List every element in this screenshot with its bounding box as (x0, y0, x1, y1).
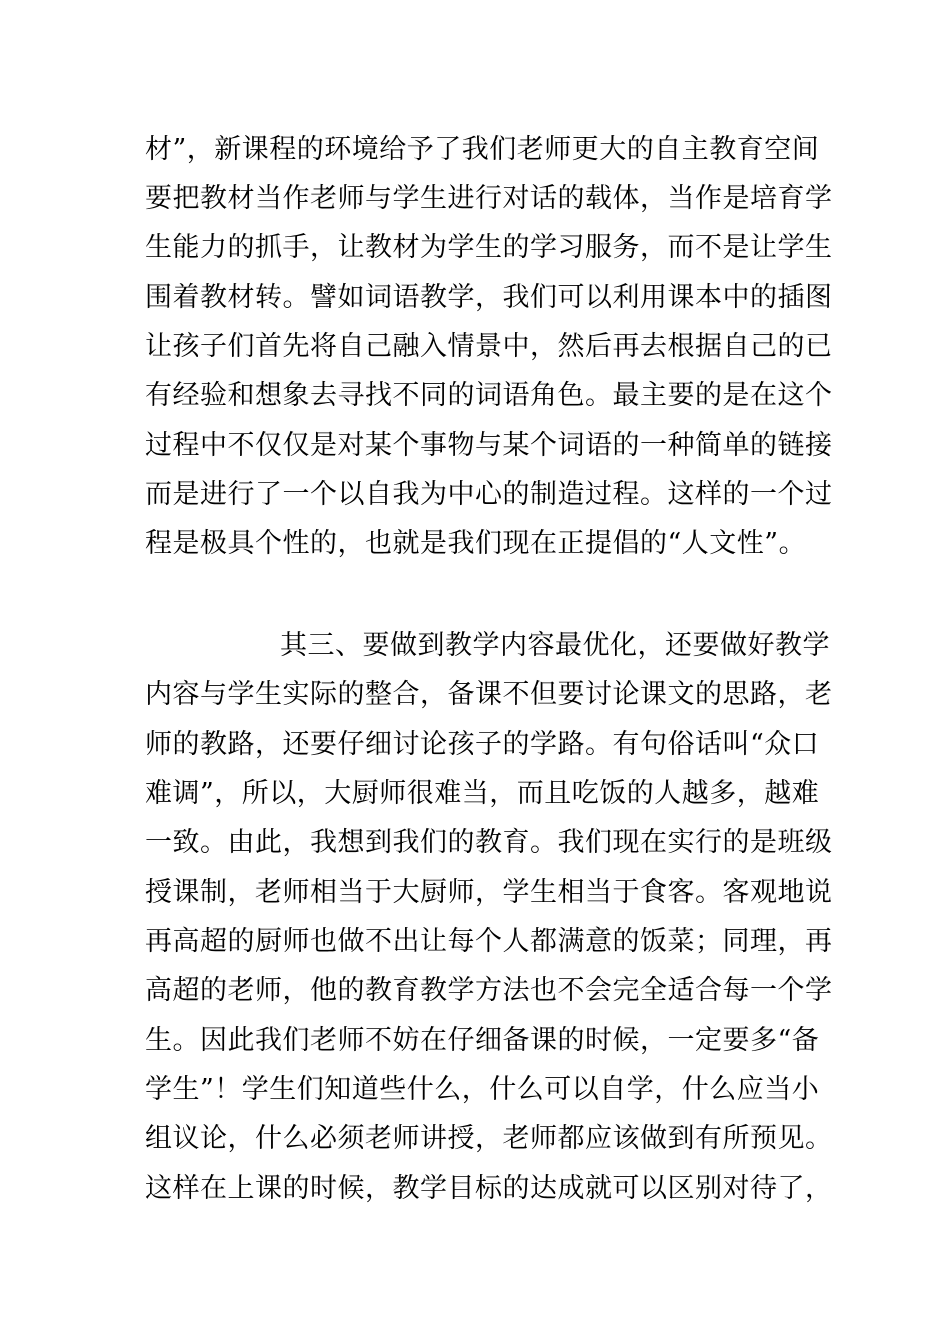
text-line: 生能力的抓手，让教材为学生的学习服务，而不是让学生 (145, 232, 833, 263)
text-line: 再高超的厨师也做不出让每个人都满意的饭菜；同理，再 (145, 926, 833, 957)
text-line: 生。因此我们老师不妨在仔细备课的时候，一定要多“备 (145, 1025, 820, 1056)
text-line: 难调”，所以，大厨师很难当，而且吃饭的人越多，越难 (145, 778, 820, 809)
text-line: 围着教材转。譬如词语教学，我们可以利用课本中的插图 (145, 282, 833, 313)
text-line: 过程中不仅仅是对某个事物与某个词语的一种简单的链接 (145, 430, 833, 461)
text-line: 师的教路，还要仔细讨论孩子的学路。有句俗话叫“众口 (145, 729, 820, 760)
text-line: 学生”！学生们知道些什么，什么可以自学，什么应当小 (145, 1074, 820, 1105)
text-line: 内容与学生实际的整合，备课不但要讨论课文的思路，老 (145, 679, 833, 710)
text-line: 高超的老师，他的教育教学方法也不会完全适合每一个学 (145, 975, 833, 1006)
text-line: 这样在上课的时候，教学目标的达成就可以区别对待了， (145, 1173, 833, 1204)
text-line: 程是极具个性的，也就是我们现在正提倡的“人文性”。 (145, 528, 807, 559)
text-line: 一致。由此，我想到我们的教育。我们现在实行的是班级 (145, 827, 833, 858)
text-line: 材”，新课程的环境给予了我们老师更大的自主教育空间 (145, 134, 820, 165)
text-line: 有经验和想象去寻找不同的词语角色。最主要的是在这个 (145, 380, 833, 411)
text-line: 授课制，老师相当于大厨师，学生相当于食客。客观地说 (145, 877, 833, 908)
text-line: 让孩子们首先将自己融入情景中，然后再去根据自己的已 (145, 331, 833, 362)
text-line: 要把教材当作老师与学生进行对话的载体，当作是培育学 (145, 183, 833, 214)
text-line: 组议论，什么必须老师讲授，老师都应该做到有所预见。 (145, 1123, 833, 1154)
text-line: 其三、要做到教学内容最优化，还要做好教学 (280, 630, 830, 661)
text-line: 而是进行了一个以自我为中心的制造过程。这样的一个过 (145, 479, 833, 510)
